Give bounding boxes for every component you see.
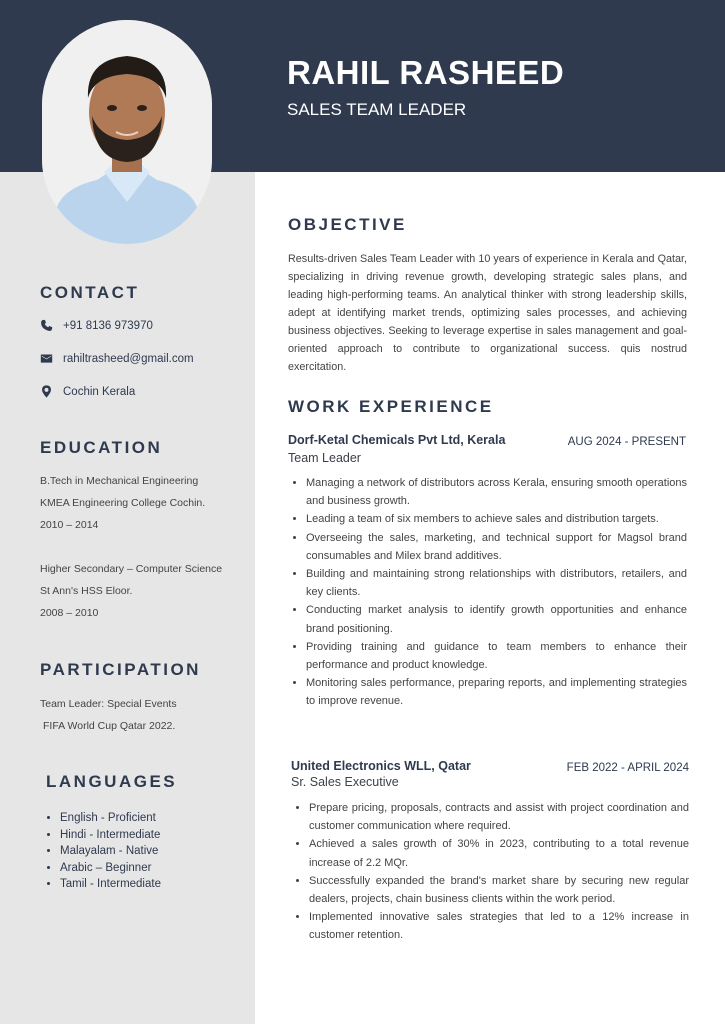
job-duties-list xyxy=(291,799,689,945)
job-duty: • Conducting market analysis to identify growth opportunities and enhance brand positioning. xyxy=(306,601,687,637)
job-role: Team Leader xyxy=(288,451,361,465)
job-duty: • Building and maintaining strong relationships with distributors, retailers, and key clients. xyxy=(306,565,687,601)
education-degree: B.Tech in Mechanical Engineering xyxy=(40,475,199,487)
job-duty: • Providing training and guidance to team members to enhance their performance and product knowledge. xyxy=(306,638,687,674)
location-pin-icon xyxy=(40,385,53,398)
language-item: • Tamil - Intermediate xyxy=(60,876,161,893)
profile-portrait-image xyxy=(42,20,212,244)
email-address[interactable]: rahiltrasheed@gmail.com xyxy=(63,352,194,365)
language-item: • English - Proficient xyxy=(60,810,161,827)
job-title: SALES TEAM LEADER xyxy=(287,100,467,119)
contact-email xyxy=(40,352,194,365)
languages-list xyxy=(46,810,161,893)
job-company: United Electronics WLL, Qatar xyxy=(291,759,471,773)
job-duty: • Overseeing the sales, marketing, and technical support for Magsol brand consumables and Milex brand additives. xyxy=(306,529,687,565)
job-duty: • Implemented innovative sales strategies that led to a 12% increase in customer retention. xyxy=(309,908,689,944)
job-duty: • Successfully expanded the brand's market share by securing new regular dealers, projects, chain business clients within the work period. xyxy=(309,872,689,908)
languages-heading: LANGUAGES xyxy=(46,772,178,791)
contact-heading: CONTACT xyxy=(40,283,140,302)
profile-photo xyxy=(42,20,212,244)
contact-location xyxy=(40,385,135,398)
job-duty: • Prepare pricing, proposals, contracts and assist with project coordination and customer communication where required. xyxy=(309,799,689,835)
objective-text: Results-driven Sales Team Leader with 10 years of experience in Kerala and Qatar, specializing in driving revenue growth, developing strategic sales plans, and leading high-performing teams. An analytical thinker with strong leadership skills, adept at identifying market trends, optimizing sales processes, and achieving business objectives. Seeking to leverage expertise in sales management and goal-oriented approach to contribute to organizational success. quis nostrud exercitation. xyxy=(288,253,687,373)
education-heading: EDUCATION xyxy=(40,438,163,457)
job-duty: • Monitoring sales performance, preparing reports, and implementing strategies to improve revenue. xyxy=(306,674,687,710)
language-item: • Malayalam - Native xyxy=(60,843,161,860)
job-duty: • Leading a team of six members to achieve sales and distribution targets. xyxy=(306,510,687,528)
job-company: Dorf-Ketal Chemicals Pvt Ltd, Kerala xyxy=(288,433,506,447)
person-name: RAHIL RASHEED xyxy=(287,54,565,91)
job-dates: AUG 2024 - PRESENT xyxy=(567,436,686,448)
phone-number[interactable]: +91 8136 973970 xyxy=(63,319,153,332)
location-text: Cochin Kerala xyxy=(63,385,136,398)
participation-event: FIFA World Cup Qatar 2022. xyxy=(43,720,176,732)
education-degree: Higher Secondary – Computer Science xyxy=(40,563,223,575)
participation-heading: PARTICIPATION xyxy=(40,660,201,679)
language-item: • Arabic – Beginner xyxy=(60,860,161,877)
education-school: KMEA Engineering College Cochin. xyxy=(40,497,206,509)
education-years: 2010 – 2014 xyxy=(40,519,99,531)
phone-icon xyxy=(40,319,53,332)
participation-role: Team Leader: Special Events xyxy=(40,698,177,710)
envelope-icon xyxy=(40,352,53,365)
job-dates: FEB 2022 - APRIL 2024 xyxy=(566,762,689,774)
job-duty: • Managing a network of distributors across Kerala, ensuring smooth operations and business growth. xyxy=(306,474,687,510)
objective-heading: OBJECTIVE xyxy=(288,215,407,234)
job-role: Sr. Sales Executive xyxy=(291,775,399,789)
job-duties-list xyxy=(288,474,687,711)
education-school: St Ann's HSS Eloor. xyxy=(40,585,133,597)
language-item: • Hindi - Intermediate xyxy=(60,827,161,844)
education-years: 2008 – 2010 xyxy=(40,607,99,619)
work-experience-heading: WORK EXPERIENCE xyxy=(288,397,494,416)
job-duty: • Achieved a sales growth of 30% in 2023, contributing to a total revenue increase of 2.2 MQr. xyxy=(309,835,689,871)
contact-phone xyxy=(40,319,153,332)
